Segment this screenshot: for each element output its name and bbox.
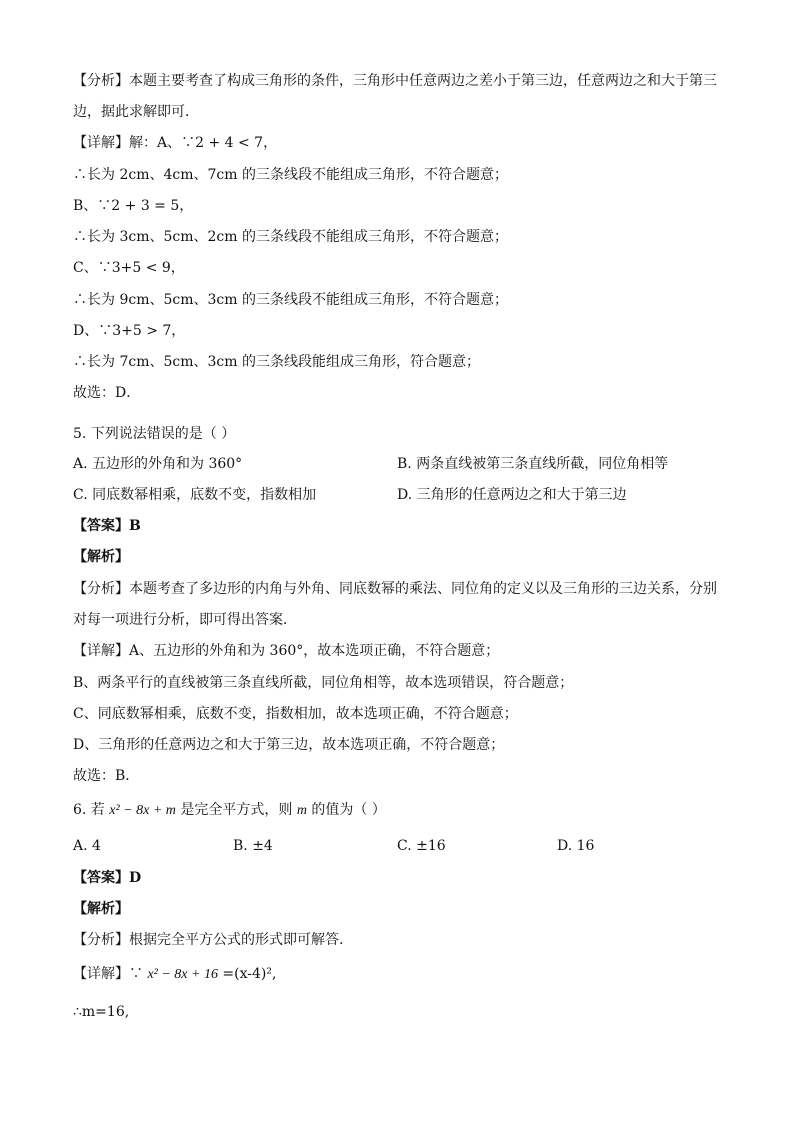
q5-detail-c: C、同底数幂相乘，底数不变，指数相加，故本选项正确，不符合题意； (73, 706, 518, 722)
q6-option-c: C. ±16 (397, 838, 446, 854)
q6-option-a: A. 4 (73, 838, 101, 854)
q5-stem: 5. 下列说法错误的是（ ） (73, 426, 236, 442)
q6-detail-prefix: 【详解】∵ (73, 966, 148, 982)
q5-analysis-line1: 【分析】本题考查了多边形的内角与外角、同底数幂的乘法、同位角的定义以及三角形的三边关系，分别 (73, 581, 717, 597)
q4-b-head: B、∵2 + 3 = 5， (73, 198, 194, 214)
q4-analysis-line2: 边，据此求解即可． (73, 104, 199, 120)
q6-detail-expression: x² − 8x + 16 (147, 967, 218, 982)
q4-analysis-line1: 【分析】本题主要考查了构成三角形的条件，三角形中任意两边之差小于第三边，任意两边之和大于第三 (73, 73, 717, 89)
q6-stem (73, 800, 386, 821)
q4-d-head: D、∵3+5 > 7， (73, 323, 186, 339)
q5-answer: 【答案】B (73, 518, 141, 534)
q6-result: ∴m=16, (73, 1004, 130, 1020)
q6-stem-suffix: 的值为（ ） (306, 802, 386, 818)
q6-detail-suffix: =(x-4)², (217, 966, 277, 982)
q5-option-c: C. 同底数幂相乘，底数不变，指数相加 (73, 487, 317, 503)
q5-option-b: B. 两条直线被第三条直线所截，同位角相等 (397, 456, 669, 472)
q5-detail-a: 【详解】A、五边形的外角和为 360°，故本选项正确，不符合题意； (73, 643, 500, 659)
q6-option-b: B. ±4 (233, 838, 273, 854)
q6-jiexi: 【解析】 (73, 901, 129, 917)
q4-b-conclusion: ∴长为 3cm、5cm、2cm 的三条线段不能组成三角形，不符合题意； (73, 229, 508, 245)
q4-c-conclusion: ∴长为 9cm、5cm、3cm 的三条线段不能组成三角形，不符合题意； (73, 292, 508, 308)
q5-jiexi: 【解析】 (73, 549, 129, 565)
q5-choose: 故选：B． (73, 768, 140, 784)
q6-stem-variable: m (296, 803, 307, 818)
q5-detail-b: B、两条平行的直线被第三条直线所截，同位角相等，故本选项错误，符合题意； (73, 675, 574, 691)
q5-detail-d: D、三角形的任意两边之和大于第三边，故本选项正确，不符合题意； (73, 737, 505, 753)
q6-detail (73, 964, 276, 985)
q6-stem-prefix: 6. 若 (73, 802, 110, 818)
q4-a-conclusion: ∴长为 2cm、4cm、7cm 的三条线段不能组成三角形，不符合题意； (73, 167, 508, 183)
q6-option-d: D. 16 (557, 838, 595, 854)
q6-answer: 【答案】D (73, 870, 142, 886)
q4-d-conclusion: ∴长为 7cm、5cm、3cm 的三条线段能组成三角形，符合题意； (73, 354, 480, 370)
q4-c-head: C、∵3+5 < 9， (73, 260, 185, 276)
q4-choose: 故选：D． (73, 385, 141, 401)
q5-option-d: D. 三角形的任意两边之和大于第三边 (397, 487, 627, 503)
q6-stem-expression: x² − 8x + m (109, 803, 176, 818)
q6-analysis: 【分析】根据完全平方公式的形式即可解答. (73, 932, 344, 948)
q5-analysis-line2: 对每一项进行分析，即可得出答案． (73, 612, 297, 628)
q5-option-a: A. 五边形的外角和为 360° (73, 456, 243, 472)
q6-stem-mid: 是完全平方式，则 (175, 802, 297, 818)
q4-detail-head: 【详解】解：A、∵2 + 4 < 7， (73, 135, 278, 151)
